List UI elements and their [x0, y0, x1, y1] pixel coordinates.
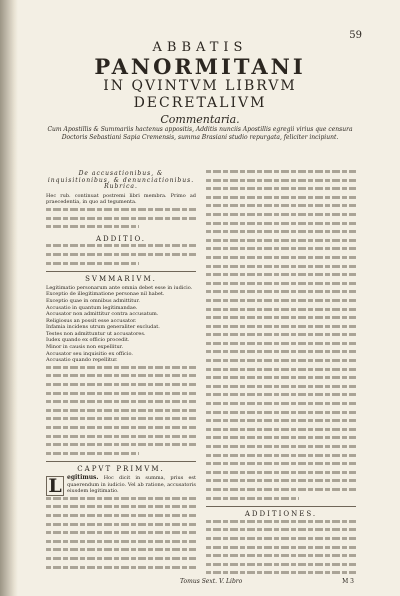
opening-line: Hec rub. continuat postremi libri membra. Primo ad praecedentia, in quo ad tegumenta.	[46, 192, 196, 206]
summary-item: Exceptio de illegitimatione personae nil habet.	[46, 291, 165, 298]
catchword: Tomus Sext. V. Libro	[180, 578, 243, 585]
summarium-list	[46, 285, 196, 364]
additiones-heading: ADDITIONES.	[244, 510, 318, 519]
summary-item: Accusator non admittitur contra accusatum.	[46, 311, 159, 318]
body-lines	[46, 208, 196, 232]
folio-number: 59	[349, 30, 362, 41]
caput-heading: CAPVT PRIMVM.	[77, 465, 165, 474]
summary-item: Iudex quando ex officio procedit.	[46, 337, 130, 344]
additio-lines	[46, 244, 196, 268]
summarium-heading: SVMMARIVM.	[85, 275, 157, 284]
divider	[46, 271, 196, 272]
summary-item: Religiosus an possit esse accusator.	[46, 317, 137, 324]
title-name: PANORMITANI	[94, 54, 306, 79]
summary-item: Minor in causis non expellitur.	[46, 344, 124, 351]
caput-opening	[46, 475, 196, 495]
title-commentaria: Commentaria.	[160, 113, 240, 126]
left-column	[46, 168, 196, 574]
summary-item: Accusator seu inquisitio ex officio.	[46, 350, 133, 357]
summary-item: Accusatio in quantum legitimandae.	[46, 304, 138, 311]
divider	[46, 461, 196, 462]
divider	[206, 506, 356, 507]
title-author: ABBATIS	[152, 40, 248, 55]
drop-cap: L	[46, 476, 64, 496]
right-column	[206, 168, 356, 574]
rubric: De accusationibus, & inquisitionibus, & denunciationibus. Rubrica.	[47, 170, 195, 191]
additio-heading: ADDITIO.	[95, 234, 147, 243]
caput-text: Hoc dicit in summa, prius est quaerendum in iudicio. Vel ab ratione, accusatoris eiusdem legitimatio.	[67, 474, 196, 495]
summary-item: Accusatio quando repellitur.	[46, 357, 118, 364]
caput-lines	[46, 497, 196, 574]
signature-mark: M 3	[342, 578, 354, 585]
commentary-lines	[206, 170, 356, 503]
title-decretals: DECRETALIVM	[133, 95, 267, 111]
subtitle: Cum Apostillis & Summariis hactenus appositis, Additis nunciis Apostillis egregii virius que censura Doctoris Sebastiani Sapia Cremensis, summa Brasiani studio repurgata, feliciter incipiunt.	[47, 126, 353, 141]
summary-item: Exceptio quae in omnibus admittitur.	[46, 297, 140, 304]
summary-lines	[46, 366, 196, 459]
summary-item: Testes non admittuntur ut accusatores.	[46, 330, 146, 337]
caput-first-word: egitimus.	[67, 473, 99, 481]
additiones-lines	[206, 520, 356, 574]
summary-item: Infamia incidens utrum generaliter excludat.	[46, 324, 160, 331]
title-work: IN QVINTVM LIBRVM	[103, 78, 297, 94]
summary-item: Legitimatio personarum ante omnia debet esse in iudicio.	[46, 284, 193, 291]
